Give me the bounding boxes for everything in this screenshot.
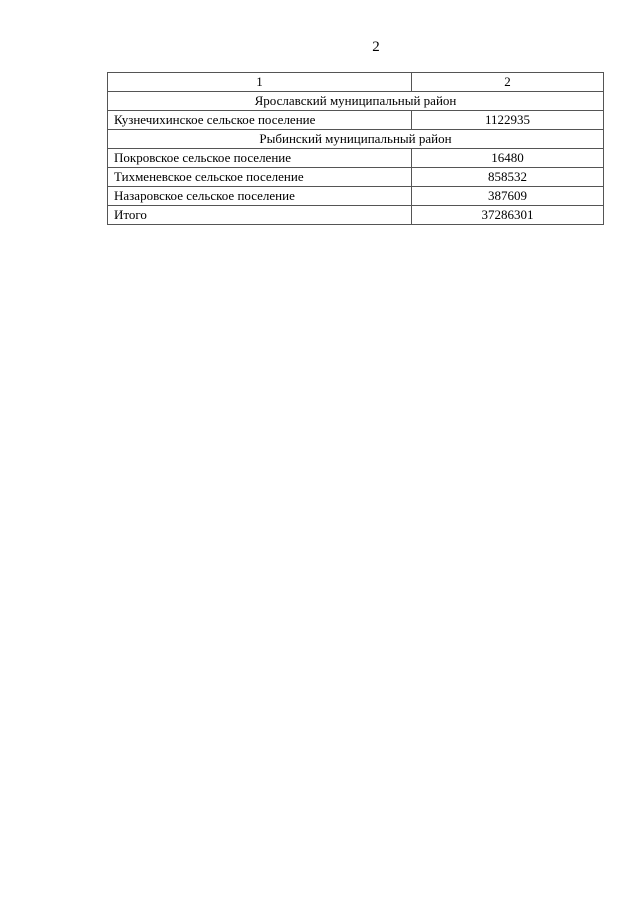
settlement-name: Тихменевское сельское поселение bbox=[108, 168, 412, 187]
column-header-1: 1 bbox=[108, 73, 412, 92]
settlement-value: 858532 bbox=[412, 168, 604, 187]
settlement-value: 1122935 bbox=[412, 111, 604, 130]
table-row bbox=[108, 149, 604, 168]
total-value: 37286301 bbox=[412, 206, 604, 225]
total-row bbox=[108, 206, 604, 225]
section-label: Рыбинский муниципальный район bbox=[108, 130, 604, 149]
table-header-row bbox=[108, 73, 604, 92]
settlement-value: 16480 bbox=[412, 149, 604, 168]
section-row-rybinsky bbox=[108, 130, 604, 149]
settlement-name: Кузнечихинское сельское поселение bbox=[108, 111, 412, 130]
column-header-2: 2 bbox=[412, 73, 604, 92]
settlement-name: Назаровское сельское поселение bbox=[108, 187, 412, 206]
section-row-yaroslavsky bbox=[108, 92, 604, 111]
table-row bbox=[108, 111, 604, 130]
table-row bbox=[108, 187, 604, 206]
table-row bbox=[108, 168, 604, 187]
section-label: Ярославский муниципальный район bbox=[108, 92, 604, 111]
page-number: 2 bbox=[372, 39, 380, 55]
total-label: Итого bbox=[108, 206, 412, 225]
settlement-name: Покровское сельское поселение bbox=[108, 149, 412, 168]
allocation-table bbox=[107, 72, 604, 225]
settlement-value: 387609 bbox=[412, 187, 604, 206]
